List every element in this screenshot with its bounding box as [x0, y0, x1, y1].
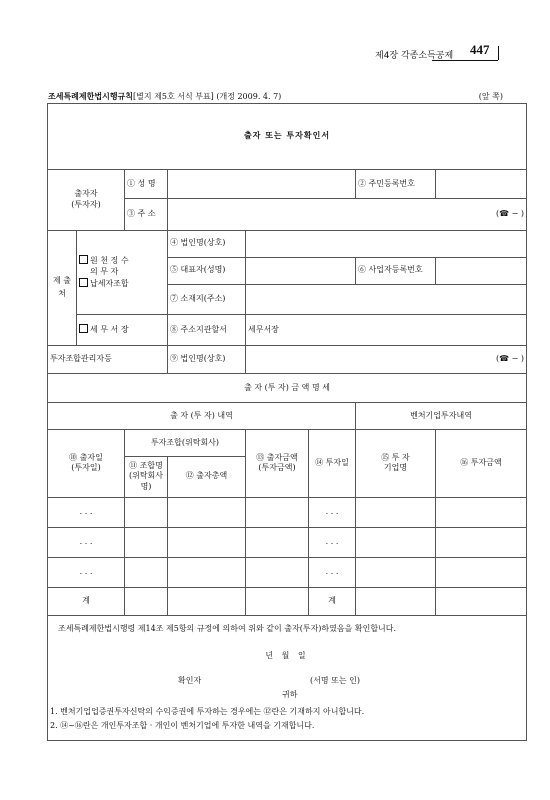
- amount-sum[interactable]: [246, 588, 309, 616]
- rrn-field[interactable]: [436, 170, 527, 199]
- name-label: ① 성 명: [125, 170, 168, 199]
- header-rule-tick: [498, 46, 499, 60]
- invest-date-cell[interactable]: . . .: [309, 527, 356, 557]
- location-field[interactable]: [246, 284, 527, 314]
- col-assoc-header: 투자조합(위탁회사): [125, 430, 246, 457]
- chapter-header: 제4장 각종소득공제: [375, 51, 454, 61]
- manager-label: 투자조합관리자등: [48, 346, 168, 374]
- rep-field[interactable]: [246, 257, 356, 284]
- amount-cell[interactable]: [246, 527, 309, 557]
- recipient-label: 귀하: [282, 689, 298, 699]
- invest-total-label: 계: [309, 588, 356, 616]
- total-cell[interactable]: [168, 527, 246, 557]
- investor-group-label: 출자자 (투자자): [48, 170, 125, 231]
- rrn-label: ② 주민등록번호: [356, 170, 436, 199]
- manager-corp-label: ⑨ 법인명(상호): [168, 346, 246, 374]
- date-cell[interactable]: . . .: [48, 558, 125, 588]
- statement-text: 조세특례제한법시행령 제14조 제5항의 규정에 의하여 위와 같이 출자(투자)하였음을 확인합니다.: [58, 624, 397, 634]
- total-cell[interactable]: [168, 558, 246, 588]
- col-amount: ⑬ 출자금액 (투자금액): [246, 430, 309, 497]
- corp-name-label: ④ 법인명(상호): [168, 230, 246, 257]
- corp-name-field[interactable]: [246, 230, 527, 257]
- header-rule: [432, 60, 498, 61]
- details-section-title: 출 자 (투 자) 금 액 명 세: [48, 374, 527, 403]
- manager-corp-field[interactable]: [246, 346, 527, 374]
- form-title: 출자 또는 투자확인서: [48, 104, 527, 170]
- total-sum[interactable]: [168, 588, 246, 616]
- amount-cell[interactable]: [246, 558, 309, 588]
- right-header: 벤처기업투자내역: [356, 403, 527, 430]
- total-cell[interactable]: [168, 497, 246, 527]
- company-cell[interactable]: [356, 527, 436, 557]
- assoc-name-cell[interactable]: [125, 558, 168, 588]
- invest-date-cell[interactable]: . . .: [309, 497, 356, 527]
- page-side: (앞 쪽): [478, 92, 503, 101]
- col-assoc-name: ⑪ 조합명 (위탁회사명): [125, 457, 168, 497]
- note-2: 2. ⑭~⑯란은 개인투자조합 · 개인이 벤처기업에 투자한 내역을 기재합니다.: [50, 721, 315, 730]
- assoc-name-cell[interactable]: [125, 497, 168, 527]
- issuer-checkbox-cell: [77, 230, 168, 314]
- page-number: 447: [470, 42, 490, 57]
- signature-label[interactable]: (서명 또는 인): [310, 675, 360, 685]
- date-cell[interactable]: . . .: [48, 497, 125, 527]
- col-date: ⑩ 출자일 (투자일): [48, 430, 125, 497]
- name-field[interactable]: [168, 170, 356, 199]
- invest-amount-cell[interactable]: [436, 558, 527, 588]
- checkbox-icon[interactable]: [79, 324, 88, 333]
- total-label: 계: [48, 588, 125, 616]
- bizno-label: ⑥ 사업자등록번호: [356, 257, 436, 284]
- date-line[interactable]: 년 월 일: [265, 651, 309, 661]
- invest-amount-cell[interactable]: [436, 497, 527, 527]
- withholding-label-2: 의 무 자: [90, 266, 119, 276]
- checkbox-icon[interactable]: [79, 255, 88, 264]
- tax-office-label: ⑧ 주소지관할서: [168, 314, 246, 345]
- checkbox-icon[interactable]: [79, 278, 88, 287]
- tax-office-checkbox[interactable]: 세 무 서 장: [77, 314, 168, 345]
- invest-date-cell[interactable]: . . .: [309, 558, 356, 588]
- withholding-checkbox[interactable]: 원 천 징 수: [79, 255, 165, 267]
- address-field[interactable]: [168, 199, 527, 230]
- phone-field[interactable]: (☎ − ): [496, 209, 525, 219]
- tax-office-field[interactable]: 세무서장: [246, 314, 527, 345]
- confirmer-label: 확인자: [178, 675, 202, 685]
- assoc-name-total[interactable]: [125, 588, 168, 616]
- issuer-group-label: 제 출 처: [48, 230, 77, 345]
- address-label: ③ 주 소: [125, 199, 168, 230]
- date-cell[interactable]: . . .: [48, 527, 125, 557]
- company-cell[interactable]: [356, 558, 436, 588]
- form-info: [별지 제5호 서식 부표] (개정 2009. 4. 7): [133, 92, 282, 101]
- left-header: 출 자 (투 자) 내역: [48, 403, 356, 430]
- company-total[interactable]: [356, 588, 436, 616]
- col-total: ⑫ 출자총액: [168, 457, 246, 497]
- law-name: 조세특례제한법시행규칙: [48, 92, 134, 101]
- location-label: ⑦ 소재지(주소): [168, 284, 246, 314]
- confirmation-form: [47, 103, 527, 741]
- manager-phone-field[interactable]: (☎ − ): [496, 354, 525, 364]
- amount-cell[interactable]: [246, 497, 309, 527]
- form-reference: [48, 91, 281, 102]
- bizno-field[interactable]: [436, 257, 527, 284]
- col-invest-date: ⑭ 투자일: [309, 430, 356, 497]
- rep-label: ⑤ 대표자(성명): [168, 257, 246, 284]
- note-1: 1. 벤처기업업증권투자신탁의 수익증권에 투자하는 경우에는 ⑫란은 기재하지 아니합니다.: [50, 707, 365, 716]
- association-checkbox[interactable]: 납세자조합: [79, 278, 165, 290]
- invest-amount-sum[interactable]: [436, 588, 527, 616]
- col-company: ⑮ 투 자 기업명: [356, 430, 436, 497]
- company-cell[interactable]: [356, 497, 436, 527]
- assoc-name-cell[interactable]: [125, 527, 168, 557]
- invest-amount-cell[interactable]: [436, 527, 527, 557]
- col-invest-amount: ⑯ 투자금액: [436, 430, 527, 497]
